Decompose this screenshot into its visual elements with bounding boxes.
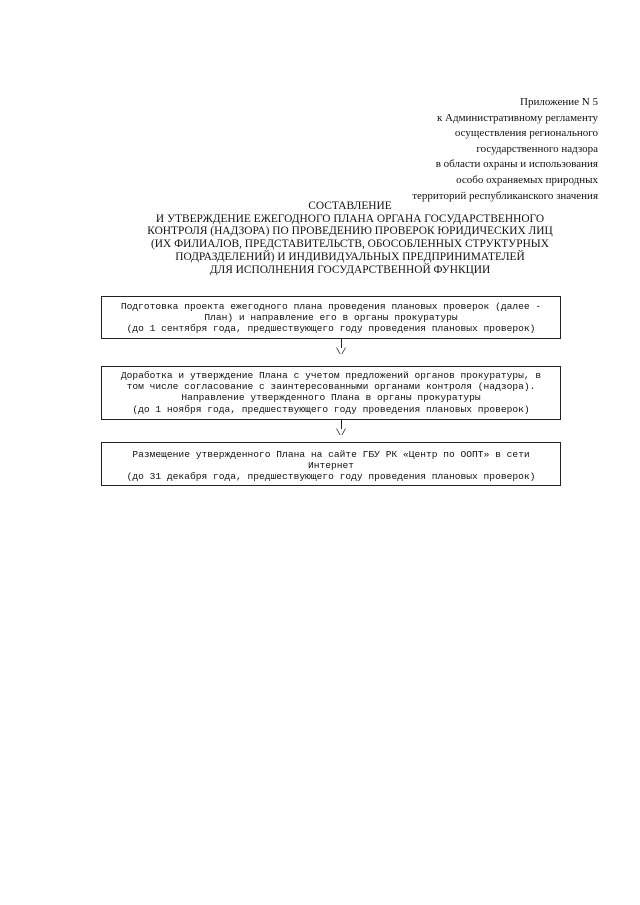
title-line: СОСТАВЛЕНИЕ [308,200,392,212]
title-line: ДЛЯ ИСПОЛНЕНИЯ ГОСУДАРСТВЕННОЙ ФУНКЦИИ [209,263,491,276]
appendix-line: особо охраняемых природных [456,173,598,186]
step-text-line: (до 1 ноября года, предшествующего году проведения плановых проверок) [132,403,530,415]
step-text-line: (до 1 сентября года, предшествующего году проведения плановых проверок) [126,323,536,335]
flow-step-publication [101,442,561,486]
arrow-head: \/ [335,347,347,357]
step-text-line: Направление утвержденного Плана в органы прокуратуры [181,392,481,404]
title-line: (ИХ ФИЛИАЛОВ, ПРЕДСТАВИТЕЛЬСТВ, ОБОСОБЛЕННЫХ СТРУКТУРНЫХ [151,238,549,251]
appendix-line: государственного надзора [476,142,598,155]
step-text-line: Интернет [307,460,355,472]
appendix-line: к Административному регламенту [436,111,598,124]
appendix-line: осуществления регионального [454,127,598,140]
title-line: ПОДРАЗДЕЛЕНИЙ) И ИНДИВИДУАЛЬНЫХ ПРЕДПРИНИМАТЕЛЕЙ [175,250,525,263]
flow-step-preparation [101,296,561,339]
step-text-line: Доработка и утверждение Плана с учетом предложений органов прокуратуры, в [120,370,542,381]
step-text-line: План) и направление его в органы прокуратуры [204,312,458,324]
document-title [100,200,600,276]
down-arrow-icon [336,339,346,356]
appendix-line: в области охраны и использования [435,158,598,171]
appendix-header [412,95,598,204]
title-line: И УТВЕРЖДЕНИЕ ЕЖЕГОДНОГО ПЛАНА ОРГАНА ГОСУДАРСТВЕННОГО [155,212,545,225]
title-line: КОНТРОЛЯ (НАДЗОРА) ПО ПРОВЕДЕНИЮ ПРОВЕРОК ЮРИДИЧЕСКИХ ЛИЦ [147,225,553,238]
arrow-head: \/ [335,428,347,438]
flow-step-approval [101,366,561,420]
step-text-line: Подготовка проекта ежегодного плана проведения плановых проверок (далее - [120,301,542,312]
appendix-line: территорий республиканского значения [412,189,598,202]
step-text-line: том числе согласование с заинтересованными органами контроля (надзора). [126,381,536,393]
step-text-line: (до 31 декабря года, предшествующего году проведения плановых проверок) [126,471,536,483]
appendix-line-number: Приложение N 5 [520,96,598,108]
down-arrow-icon [336,420,346,437]
step-text-line: Размещение утвержденного Плана на сайте ГБУ РК «Центр по ООПТ» в сети [132,449,530,460]
